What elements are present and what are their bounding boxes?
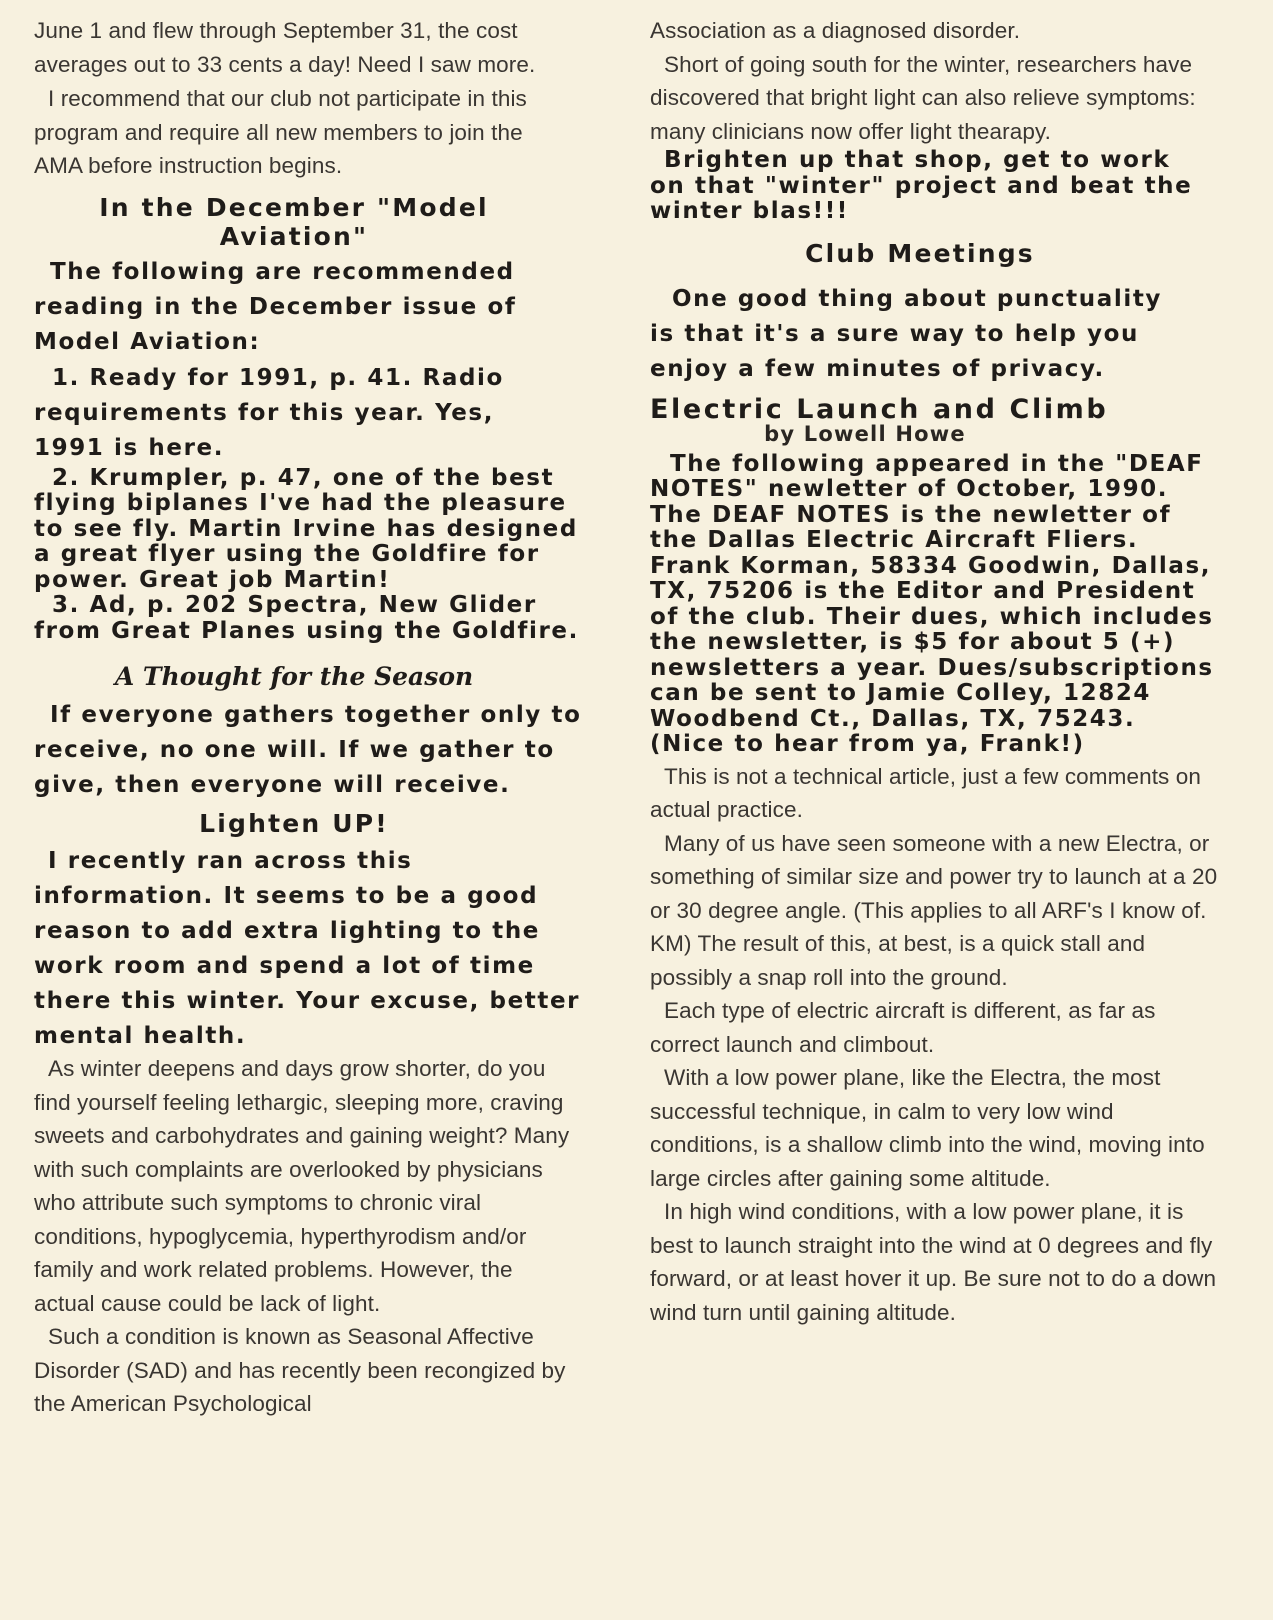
paragraph-cost: June 1 and flew through September 31, the cost averages out to 33 cents a day! Need I saw more. (34, 18, 536, 77)
heading-model-aviation: In the December "Model Aviation" (99, 192, 489, 251)
winter-paragraph: As winter deepens and days grow shorter, do you find yourself feeling lethargic, sleeping more, craving sweets and carbohydrates and gaining weight? Many with such complaints are overlooked by physicians who attribute such symptoms to chronic viral conditions, hypoglycemia, hyperthyrodism and/or family and work related problems. However, the actual cause could be lack of light. (34, 1056, 570, 1316)
high-wind-paragraph: In high wind conditions, with a low power plane, it is best to launch straight into the wind at 0 degrees and fly forward, or at least hover it up. Be sure not to do a down wind turn until gaining altitude. (650, 1199, 1217, 1325)
not-technical-paragraph: This is not a technical article, just a few comments on actual practice. (650, 763, 1201, 822)
thought-text: If everyone gathers together only to receive, no one will. If we gather to give, then everyone will receive. (34, 702, 582, 798)
left-column (34, 14, 600, 1421)
brighten-text: Brighten up that shop, get to work on that "winter" project and beat the winter blas!!! (650, 147, 1193, 224)
south-paragraph: Short of going south for the winter, researchers have discovered that bright light can also relieve symptoms: many clinicians now offer light thearapy. (650, 51, 1196, 144)
many-of-us-paragraph: Many of us have seen someone with a new Electra, or something of similar size and power try to launch at a 20 or 30 degree angle. (This applies to all ARF's I know of. KM) The result of this, at best, is a quick stall and possibly a snap roll into the ground. (650, 830, 1218, 990)
heading-electric-launch: Electric Launch and Climb (650, 393, 1109, 425)
model-aviation-intro: The following are recommended reading in the December issue of Model Aviation: (34, 258, 517, 355)
byline: by Lowell Howe (764, 421, 966, 446)
lighten-text: I recently ran across this information. It seems to be a good reason to add extra lighting to the work room and spend a lot of time there this winter. Your excuse, better mental health. (34, 848, 581, 1049)
paragraph-recommend: I recommend that our club not participate in this program and require all new members to join the AMA before instruction begins. (34, 86, 527, 178)
heading-club-meetings: Club Meetings (805, 238, 1035, 268)
heading-thought-for-season: A Thought for the Season (114, 662, 474, 691)
each-type-paragraph: Each type of electric aircraft is different, as far as correct launch and climbout. (650, 998, 1156, 1057)
sad-paragraph: Such a condition is known as Seasonal Affective Disorder (SAD) and has recently been recongized by the American Psychological (34, 1324, 566, 1416)
list-item-2: 2. Krumpler, p. 47, one of the best flying biplanes I've had the pleasure to see fly. Martin Irvine has designed a great flyer using the Goldfire for power. Great job Martin! (34, 464, 578, 593)
deaf-notes-text: The following appeared in the "DEAF NOTES" newletter of October, 1990. The DEAF NOTES is the newletter of the Dallas Electric Aircraft Fliers. Frank Korman, 58334 Goodwin, Dallas, TX, 75206 is the Editor and President of the club. Their dues, which includes the newsletter, is $5 for about 5 (+) newsletters a year. Dues/subscriptions can be sent to Jamie Colley, 12824 Woodbend Ct., Dallas, TX, 75243. (Nice to hear from ya, Frank!) (650, 450, 1214, 757)
list-item-1: 1. Ready for 1991, p. 41. Radio requirements for this year. Yes, 1991 is here. (34, 364, 504, 461)
club-text: One good thing about punctuality is that it's a sure way to help you enjoy a few minutes of privacy. (650, 285, 1163, 382)
right-column (650, 14, 1228, 1329)
list-item-3: 3. Ad, p. 202 Spectra, New Glider from Great Planes using the Goldfire. (34, 592, 579, 644)
continuation-text: Association as a diagnosed disorder. (650, 18, 1021, 43)
heading-lighten-up: Lighten UP! (199, 809, 389, 838)
low-power-paragraph: With a low power plane, like the Electra, the most successful technique, in calm to very low wind conditions, is a shallow climb into the wind, moving into large circles after gaining some altitude. (650, 1065, 1205, 1191)
